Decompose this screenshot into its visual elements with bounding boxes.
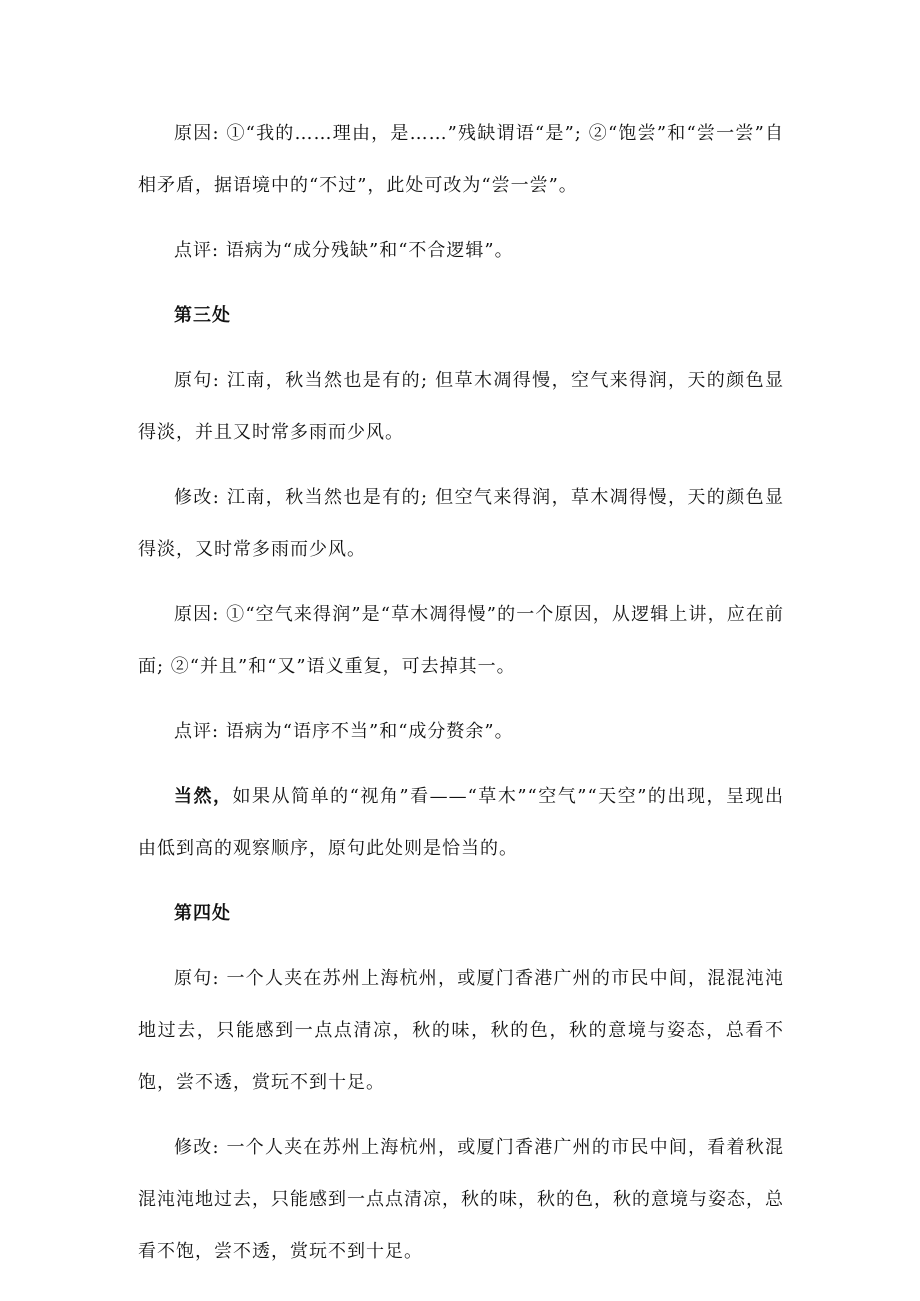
- section3-original: 原句: 江南，秋当然也是有的; 但草木凋得慢，空气来得润，天的颜色显得淡，并且又时常多雨而少风。: [138, 370, 784, 443]
- section3-heading: 第三处: [174, 305, 231, 326]
- section3-comment: 点评: 语病为“语序不当”和“成分赘余”。: [174, 721, 514, 742]
- section4-heading: 第四处: [174, 903, 231, 924]
- section3-reason: 原因: ①“空气来得润”是“草木凋得慢”的一个原因，从逻辑上讲，应在前面; ②“并且”和“又”语义重复，可去掉其一。: [138, 604, 784, 677]
- document-page: [138, 108, 784, 1278]
- section4-revised: 修改: 一个人夹在苏州上海杭州，或厦门香港广州的市民中间，看着秋混混沌沌地过去，只能感到一点点清凉，秋的味，秋的色，秋的意境与姿态，总看不饱，尝不透，赏玩不到十足。: [138, 1137, 784, 1262]
- section2-reason: 原因: ①“我的……理由，是……”残缺谓语“是”; ②“饱尝”和“尝一尝”自相矛盾，据语境中的“不过”，此处可改为“尝一尝”。: [138, 123, 784, 196]
- section3-note-lead: 当然，: [174, 786, 233, 807]
- section3-note: [138, 771, 784, 875]
- section3-note-rest: 如果从简单的“视角”看——“草木”“空气”“天空”的出现，呈现出由低到高的观察顺序，原句此处则是恰当的。: [138, 786, 784, 859]
- section2-comment: 点评: 语病为“成分残缺”和“不合逻辑”。: [174, 240, 514, 261]
- section3-revised: 修改: 江南，秋当然也是有的; 但空气来得润，草木凋得慢，天的颜色显得淡，又时常多雨而少风。: [138, 487, 784, 560]
- section4-original: 原句: 一个人夹在苏州上海杭州，或厦门香港广州的市民中间，混混沌沌地过去，只能感到一点点清凉，秋的味，秋的色，秋的意境与姿态，总看不饱，尝不透，赏玩不到十足。: [138, 968, 784, 1093]
